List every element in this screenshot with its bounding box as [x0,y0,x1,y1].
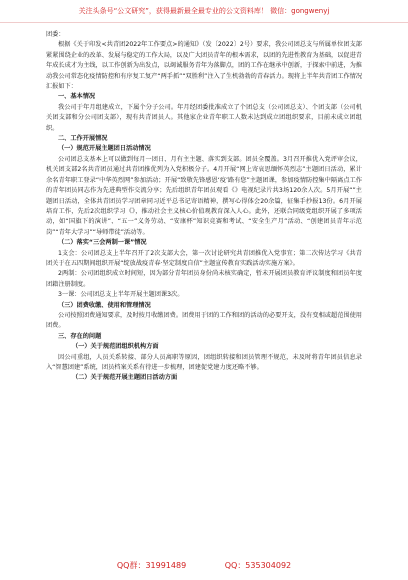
subheading-three-meetings: （二）落实“三会两制一课”情况 [58,239,147,247]
paragraph-intro: 根据《关于印发<共青团2022年工作要点>的通知》（发〔2022〕2号）要求，我公司团总支与所属单位团支部紧紧围绕企业的改革、发展与稳定的工作大局，以及广大团员青年的根本需求，以团的先进性教育为基础，以促进青年成长成才为主线，以工作创新为出发点，以竭诚服务青年为落脚点，团的工作在继承中创新，于探索中前进，为推动我公司常态化疫情防控和有序复工复产“两手抓”“双胜利”注入了生机勃勃的青春活力。现将上半年共青团工作情况汇报如下： [46,41,363,91]
subheading-theme-day: （一）规范开展主题团日活动情况 [58,145,151,153]
subheading-theme-day-problem: （二）关于规范开展主题团日活动方面 [72,374,178,382]
footer-qq-group: QQ群：31991489 [116,561,187,570]
paragraph-basic-situation: 我公司于年月组建成立，下属个分子公司。年月经团委批准成立了个团总支（公司团总支）、个团支部（公司机关团支部和分公司团支部），现有共青团员人。其他家企业青年职工人数未达到成立团组织要求，目前未成立团组织。 [46,103,362,132]
paragraph-organization: 因公司重组，人员关系转接、部分人员离职等原因，团组织转接和团员管理不规范，未及时将青年团员信息录入“智慧团建”系统，团员档案关系有待进一步梳理，团建促党建力度还略不够。 [46,353,362,371]
heading-problems: 三、存在的问题 [58,332,102,340]
document-body [46,30,362,546]
subheading-organization: （一）关于规范团组织机构方面 [72,343,159,351]
salutation: 团委： [46,31,65,38]
top-banner: 关注头条号“公文研究”，获得最新最全最专业的公文资料库！ 微信：gongwenyj [0,0,408,23]
paragraph-dues: 公司按照团费通知要求，及时按月收缴团费。团费用于团的工作和团的活动的必要开支，没有变相或超范围使用团费。 [46,311,362,330]
footer-contact [0,560,408,572]
paragraph-two-systems: 2两制：公司团组织成立时间短，因为部分青年团员身份尚未核实确定，暂未开展团员教育评议制度和团员年度团籍注册制度。 [46,270,362,288]
paragraph-one-lesson: 3一课：公司团总支上半年开展主题团课3次。 [58,291,184,299]
paragraph-theme-day: 公司团总支基本上可以做到每月一团日、月有主主题、落实到支部。团员全覆盖。3月召开推优入党评审会议，机关团支部2名共青团员通过共青团推优列为入党积极分子。4月开展“网上寄哀思缅怀英烈志”主题团日活动，累计余名青年职工登录“中华英烈网”参加活动；开展“致敬先锋感恩‘疫’路有您”主题团课，参加疫情防控集中隔离点工作的青年团员同志作为先进典型作交流分享；先后组织青年团员观看《》电视纪录片共3场120余人次。5月开展“”主题团日活动，全体共青团员学习团章同习近平总书记寄语精神，撰写心得体会20余篇，征集手抄报13份。6月开展培育工作，先后2次组织学习《》，推动社会主义核心价值观教育深入人心。此外，还联合同级党组织开展了多项活动，如“国旗下的演讲”、“五一”义务劳动、“安康杯”知识竞赛和考试、“安全生产月”活动、“创建团员青年示范岗”“青年大学习”“导师带徒”活动等。 [46,155,362,236]
heading-basic-situation: 一、基本情况 [58,93,96,101]
heading-work-situation: 二、工作开展情况 [58,135,108,143]
paragraph-branch-meeting: 1支会：公司团总支上半年召开了2次支部大会，第一次讨论研究共青团推优入党事宜；第二次传达学习《共青团关于在五四期间组织开展“绽放战疫青春·坚定制度自信”主题宣传教育实践活动实施方案》。 [46,249,362,267]
subheading-dues: （三）团费收缴、使用和管理情况 [58,301,151,309]
footer-qq: QQ：535304092 [224,561,292,570]
